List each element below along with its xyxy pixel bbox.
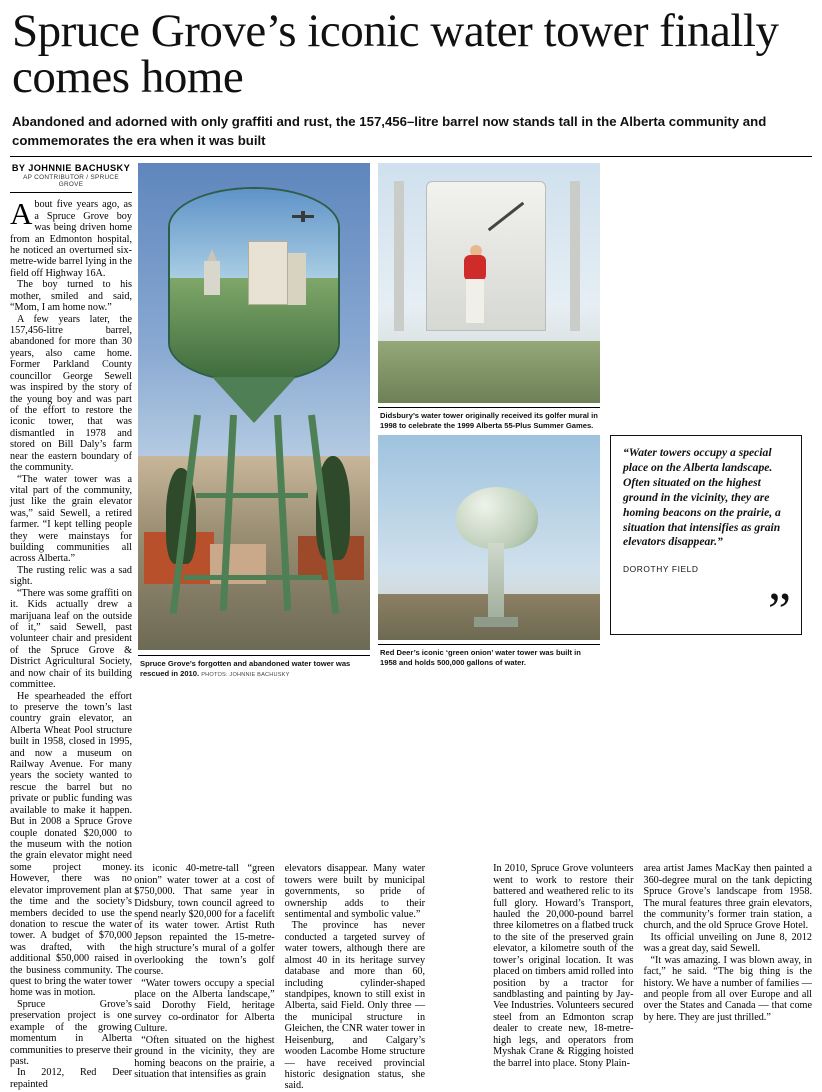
- paragraph-text: bout five years ago, as a Spruce Grove boy was being driven home from an Edmonton hospital, he noticed an overturned six-metre-wide barrel lying in the field off Highway 16A.: [10, 199, 132, 279]
- didsbury-photo: [378, 163, 600, 403]
- main-photo-caption: [138, 656, 370, 678]
- paragraph: its iconic 40-metre-tall “green onion” water tower at a cost of $750,000. That same year in Didsbury, town council agreed to spend nearly $20,000 for a facelift of its water tower. Artist Ruth Jepson repainted the 15-metre-high structure’s mural of a golfer overlooking the town’s golf course.: [134, 863, 275, 978]
- column-1-spacer: [10, 863, 124, 1091]
- tower-stem: [488, 543, 504, 621]
- page-title: Spruce Grove’s iconic water tower finally comes home: [12, 5, 779, 104]
- byline-divider: [10, 192, 132, 193]
- paragraph: The province has never conducted a targeted survey of water towers, although there are almost 40 in its heritage survey database and more than 60, including cylinder-shaped standpipes, known to still exist in Alberta, said Field. Only three — the municipal structure in Gleichen, the CNR water tower in Heisenburg, and Calgary’s wooden Lacombe Home structure — have received provincial historic designation status, she said.: [284, 920, 426, 1092]
- red-deer-caption-box: [378, 644, 600, 667]
- bottom-columns: [10, 863, 812, 1091]
- red-deer-photo-caption: Red Deer’s iconic ‘green onion’ water tower was built in 1958 and holds 500,000 gallons of water.: [380, 648, 581, 667]
- pull-quote-text: “Water towers occupy a special place on the Alberta landscape. Often situated on the highest ground in the vicinity, they are homing beacons on the prairie, a situation that intensifies as grain elevators disappear.”: [623, 446, 781, 549]
- header-divider: [10, 156, 812, 157]
- column-5: [643, 863, 812, 1091]
- deck-subhead: Abandoned and adorned with only graffiti and rust, the 157,456–litre barrel now stands tall in the Alberta community and commemorates the era when it was built: [12, 114, 767, 149]
- paragraph: He spearheaded the effort to preserve the town’s last country grain elevator, an Alberta Wheat Pool structure built in 1958, closed in 1995, and now a museum on Railway Avenue. For many years the society wanted to rescue the barrel but no private or public funding was available to make it happen. But in 2008 a Spruce Grove couple donated $20,000 to the museum with the notion the grain elevator might need some project money. However, there was no elevator improvement plan at the time and the society’s members decided to use the donation to rescue the water tower. A budget of $70,000 was drafted, with the additional $50,000 raised in the business community. The quest to bring the water tower home was in motion.: [10, 690, 132, 999]
- byline-affiliation: AP CONTRIBUTOR / SPRUCE GROVE: [23, 174, 119, 189]
- mural-church: [204, 261, 220, 295]
- photo-credit: PHOTOS: JOHNNIE BACHUSKY: [201, 671, 290, 678]
- paragraph: The rusting relic was a sad sight.: [10, 564, 132, 588]
- paragraph: elevators disappear. Many water towers were built by municipal governments, so pride of ownership adds to their sentimental and symbolic value.”: [284, 863, 426, 921]
- paragraph: area artist James MacKay then painted a 360-degree mural on the tank depicting Spruce Grove’s landscape from 1958. The mural features three grain elevators, the community’s former train station, a church, and the old Spruce Grove Hotel.: [643, 863, 812, 932]
- mural-grain-elevator: [248, 241, 288, 305]
- paragraph: Spruce Grove’s preservation project is one example of the growing momentum in Alberta communities to preserve their past.: [10, 998, 132, 1068]
- water-tower-tank: [168, 187, 340, 383]
- photo-grass: [378, 341, 600, 403]
- main-photo-caption-box: [138, 655, 370, 678]
- paragraph: Its official unveiling on June 8, 2012 was a great day, said Sewell.: [643, 931, 812, 955]
- paragraph: “The water tower was a vital part of the community, just like the grain elevator was,” said Sewell, a retired farmer. “I kept telling people they were mainstays for building communities all across Alberta.”: [10, 473, 132, 565]
- paragraph: “It was amazing. I was blown away, in fact,” he said. “The big thing is the history. We have a number of families — and people from all over Europe and all over the States and Canada — that come by here. They are just thrilled.”: [643, 954, 812, 1023]
- golfer-mural: [458, 255, 492, 335]
- paragraph: The boy turned to his mother, smiled and said, “Mom, I am home now.”: [10, 279, 132, 314]
- quote-mark-icon: ”: [767, 583, 791, 641]
- didsbury-caption-box: [378, 407, 600, 430]
- mural-airplane: [292, 215, 314, 218]
- tank-cone-bottom: [212, 377, 296, 423]
- tower-crossbar: [196, 493, 308, 498]
- paragraph: In 2012, Red Deer repainted: [10, 1067, 132, 1090]
- green-onion-tank: [456, 487, 538, 549]
- golfer-shirt: [464, 255, 486, 281]
- golfer-pants: [466, 279, 484, 323]
- paragraph: “Often situated on the highest ground in the vicinity, they are homing beacons on the prairie, a situation that intensifies as grain: [134, 1034, 275, 1080]
- pull-quote-attribution: DOROTHY FIELD: [623, 564, 699, 575]
- paragraph: In 2010, Spruce Grove volunteers went to work to restore their battered and weathered relic to its full glory. Howard’s Transport, hauled the 20,000-pound barrel three kilometres on a flatbed truck to the site of the preserved grain elevator, a kilometre south of the tower’s original location. It was placed on timbers amid rolled into position by a tractor for sandblasting and painting by Jay-Vee Industries. Volunteers secured steel from an Edmonton scrap dealer to create new, 18-metre-high legs, and operators from Myshak Crane & Rigging hoisted the barrel into place. Stony Plain-: [493, 863, 634, 1069]
- paragraph: [10, 196, 132, 279]
- red-deer-photo: [378, 435, 600, 640]
- pull-quote: [610, 435, 802, 641]
- tower-base: [474, 617, 518, 627]
- column-3: [285, 863, 425, 1091]
- column-4: [493, 863, 633, 1091]
- paragraph: “There was some graffiti on it. Kids actually drew a marijuana leaf on the outside of it,” said Sewell, past volunteer chair and president of the Spruce Grove & District Agricultural Society, and now chair of its building committee.: [10, 587, 132, 691]
- tower-leg: [394, 181, 404, 331]
- tower-crossbar: [184, 575, 322, 580]
- column-2: [134, 863, 274, 1091]
- main-photo: [138, 163, 370, 650]
- byline-author: BY JOHNNIE BACHUSKY: [11, 163, 131, 174]
- paragraph: A few years later, the 157,456-litre barrel, abandoned for more than 30 years, also came home. Former Parkland County councillor George Sewell was inspired by the story of the young boy and was part of the effort to restore the iconic tower, that was dismantled in 1978 and stored on Bill Daly’s farm near the eastern boundary of the community.: [10, 313, 132, 474]
- paragraph: “Water towers occupy a special place on the Alberta landscape,” said Dorothy Field, heritage survey co-ordinator for Alberta Culture.: [134, 977, 275, 1035]
- didsbury-photo-caption: Didsbury’s water tower originally received its golfer mural in 1998 to celebrate the 1999 Alberta 55-Plus Summer Games.: [380, 411, 598, 430]
- drop-cap: A: [10, 196, 33, 232]
- caption-text: Spruce Grove’s forgotten and abandoned water tower was rescued in 2010.: [140, 659, 351, 678]
- mural-grain-elevator: [288, 253, 306, 305]
- tower-leg: [570, 181, 580, 331]
